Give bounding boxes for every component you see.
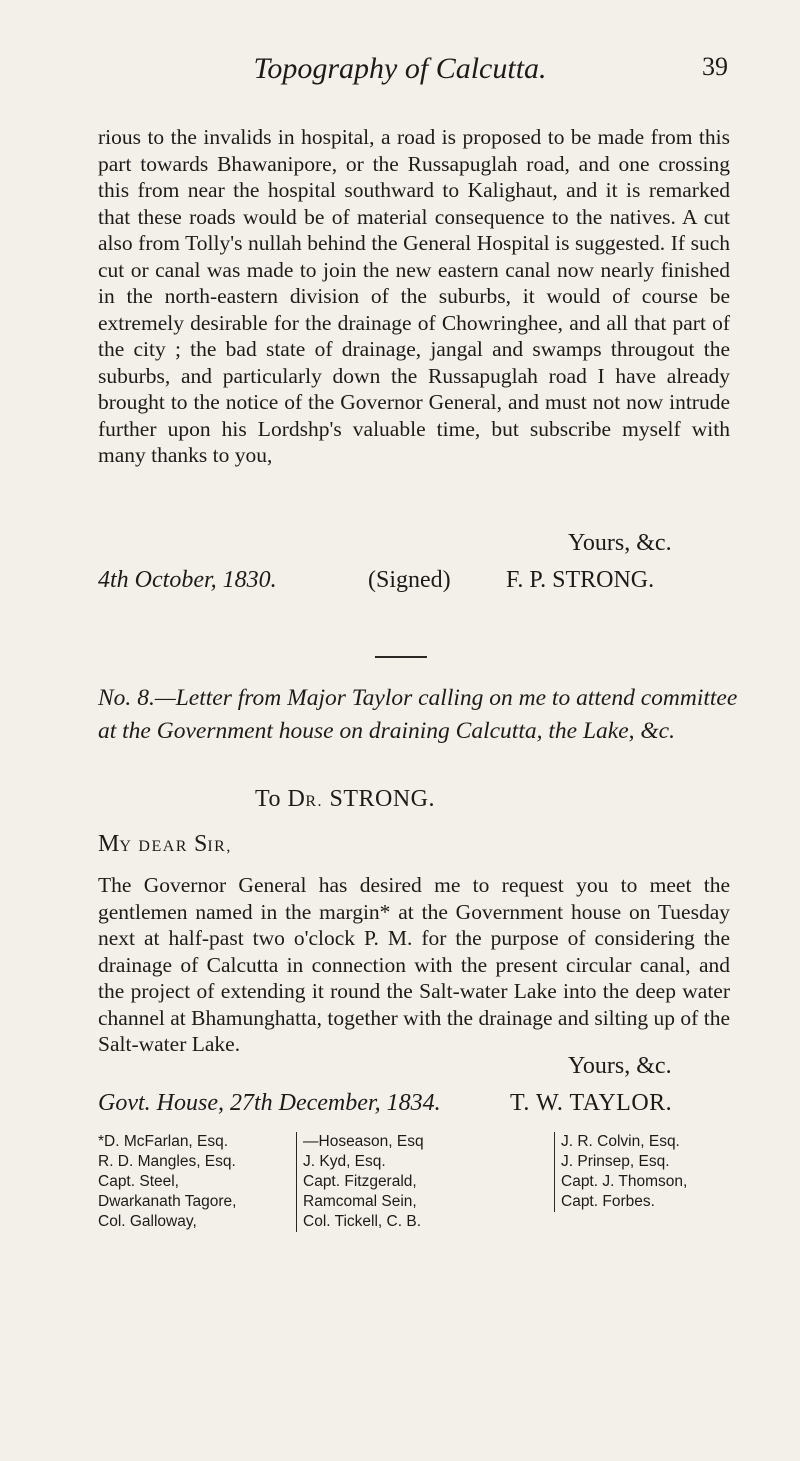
page-number: 39 bbox=[702, 52, 728, 81]
letter1-signature: F. P. STRONG. bbox=[506, 567, 655, 593]
margin-name: J. R. Colvin, Esq. bbox=[561, 1133, 680, 1150]
letter1-date bbox=[98, 567, 277, 594]
letter1-signature-line bbox=[98, 567, 730, 597]
letter2-body: The Governor General has desired me to request you to meet the gentlemen named in the margin* at the Government house on Tuesday next at half-past two o'clock P. M. for the purpose of considering the drainage of Calcutta in connection with the present circular canal, and the project of extending it round the Salt-water Lake into the deep water channel at Bhamunghatta, together with the drainage and silting up of the Salt-water Lake. bbox=[98, 873, 730, 1056]
letter2-signature: T. W. TAYLOR. bbox=[510, 1090, 673, 1116]
salutation-sir-initial: S bbox=[193, 831, 208, 857]
margin-names-list bbox=[98, 1132, 738, 1257]
margin-name: J. Kyd, Esq. bbox=[303, 1153, 386, 1170]
margin-name: Capt. Steel, bbox=[98, 1173, 179, 1190]
margin-name: *D. McFarlan, Esq. bbox=[98, 1133, 229, 1150]
margin-name: Capt. Forbes. bbox=[561, 1193, 655, 1210]
addressee-name: STRONG. bbox=[323, 786, 436, 812]
margin-name: J. Prinsep, Esq. bbox=[561, 1153, 670, 1170]
salutation-dear: DEAR bbox=[138, 838, 188, 855]
margin-name: Col. Tickell, C. B. bbox=[303, 1213, 421, 1230]
margin-names-column-2 bbox=[296, 1132, 478, 1232]
letter2-addressee bbox=[255, 786, 435, 813]
page-header bbox=[0, 52, 800, 92]
letter1-date-rest: October, 1830. bbox=[128, 567, 277, 593]
margin-name: —Hoseason, Esq bbox=[303, 1133, 424, 1150]
margin-name: Ramcomal Sein, bbox=[303, 1193, 417, 1210]
addressee-title-initial: D bbox=[287, 786, 306, 812]
letter2-heading-text: 8.—Letter from Major Taylor calling on me to attend committee at the Government house on draining Calcutta, the Lake, &c. bbox=[98, 685, 738, 744]
letter2-place-date: Govt. House, 27th December, 1834. bbox=[98, 1090, 441, 1116]
margin-names-column-3 bbox=[554, 1132, 741, 1212]
section-divider bbox=[375, 656, 427, 658]
letter2-heading bbox=[98, 682, 738, 748]
margin-name: Capt. Fitzgerald, bbox=[303, 1173, 417, 1190]
letter1-signed-label: (Signed) bbox=[368, 567, 451, 593]
letter2-closing: Yours, &c. bbox=[568, 1053, 672, 1079]
letter1-closing: Yours, &c. bbox=[568, 530, 672, 556]
letter2-heading-number: No. bbox=[98, 685, 132, 711]
margin-name: Capt. J. Thomson, bbox=[561, 1173, 688, 1190]
letter2-signature-line bbox=[98, 1090, 730, 1120]
margin-names-column-1 bbox=[98, 1132, 273, 1232]
margin-name: R. D. Mangles, Esq. bbox=[98, 1153, 236, 1170]
salutation-my-rest: Y bbox=[119, 838, 133, 855]
addressee-title-rest: R. bbox=[305, 793, 323, 810]
salutation-my-initial: M bbox=[98, 831, 120, 857]
margin-name: Col. Galloway, bbox=[98, 1213, 197, 1230]
addressee-prefix: To bbox=[255, 786, 288, 812]
running-title: Topography of Calcutta. bbox=[253, 52, 547, 85]
margin-name: Dwarkanath Tagore, bbox=[98, 1193, 237, 1210]
letter1-body: rious to the invalids in hospital, a road is proposed to be made from this part towards Bhawanipore, or the Russapuglah road, and one crossing this from near the hospital southward to Kalighaut, and it is remarked that these roads would be of material consequence to the natives. A cut also from Tolly's nullah behind the General Hospital is suggested. If such cut or canal was made to join the new eastern canal now nearly finished in the north-eastern division of the suburbs, it would of course be extremely desirable for the drainage of Chowringhee, and all that part of the city ; the bad state of drainage, jangal and swamps througout the suburbs, and particularly down the Russapuglah road I have already brought to the notice of the Governor General, and must not now intrude further upon his Lordshp's valuable time, but subscribe myself with many thanks to you, bbox=[98, 125, 730, 467]
salutation-sir-rest: IR, bbox=[207, 838, 232, 855]
letter1-date-day: 4th bbox=[98, 567, 129, 593]
letter2-salutation bbox=[98, 831, 232, 858]
